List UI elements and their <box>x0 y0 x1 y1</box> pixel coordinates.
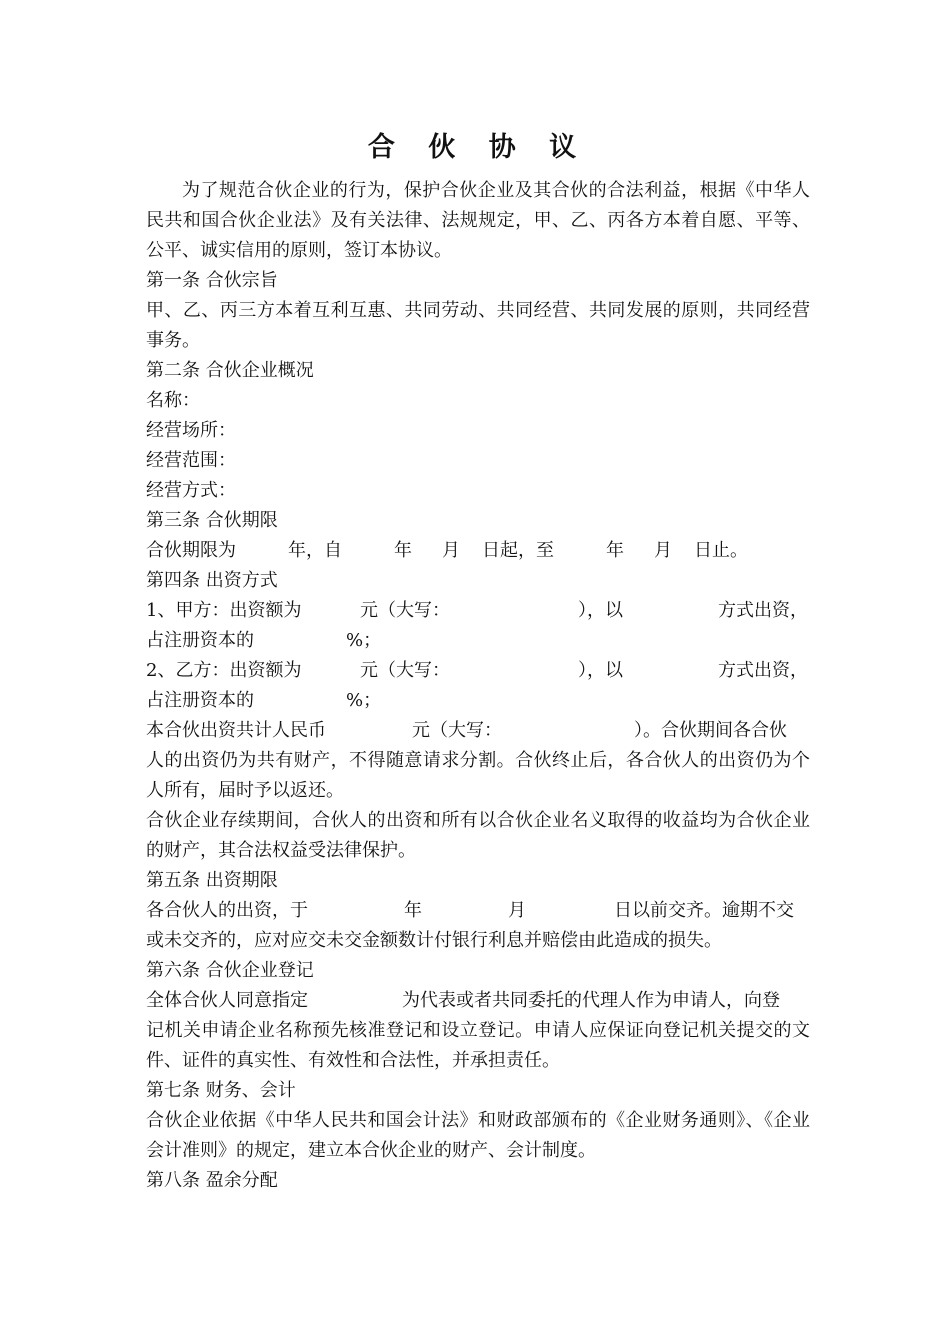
party-b-contribution <box>146 656 810 686</box>
article-5-heading: 第五条 出资期限 <box>146 870 278 891</box>
party-a-contribution <box>146 596 810 626</box>
article-4-heading: 第四条 出资方式 <box>146 570 278 591</box>
business-scope-field: 经营范围： <box>146 450 236 471</box>
deadline-month: 月 <box>508 900 526 921</box>
business-mode-field: 经营方式： <box>146 480 236 501</box>
term-text: 年，自 <box>288 540 342 561</box>
company-name-field: 名称： <box>146 390 200 411</box>
term-line <box>146 536 810 566</box>
term-text: 月 <box>654 540 672 561</box>
party-b-share <box>146 686 810 716</box>
deadline-rest: 或未交齐的，应对应交未交金额数计付银行利息并赔偿由此造成的损失。 <box>146 930 722 951</box>
deadline-line <box>146 896 810 926</box>
intro-paragraph: 为了规范合伙企业的行为，保护合伙企业及其合伙的合法利益，根据《中华人民共和国合伙企业法》及有关法律、法规规定，甲、乙、丙各方本着自愿、平等、公平、诚实信用的原则，签订本协议。 <box>146 180 810 261</box>
deadline-text: 各合伙人的出资，于 <box>146 900 308 921</box>
party-a-share <box>146 626 810 656</box>
total-amount-label: 元（大写： <box>412 720 502 741</box>
registration-text-2: 为代表或者共同委托的代理人作为申请人，向登 <box>402 990 780 1011</box>
contribution-method-suffix: 方式出资， <box>718 660 808 681</box>
total-label: 本合伙出资共计人民币 <box>146 720 326 741</box>
share-percent: %； <box>346 690 382 711</box>
term-text: 合伙期限为 <box>146 540 236 561</box>
share-label: 占注册资本的 <box>146 630 254 651</box>
article-4-paragraph-2: 合伙企业存续期间，合伙人的出资和所有以合伙企业名义取得的收益均为合伙企业的财产，其合法权益受法律保护。 <box>146 810 810 861</box>
article-3-heading: 第三条 合伙期限 <box>146 510 278 531</box>
article-7-heading: 第七条 财务、会计 <box>146 1080 296 1101</box>
contribution-label: 1、甲方：出资额为 <box>146 600 302 621</box>
term-text: 年 <box>606 540 624 561</box>
total-contribution-rest: 人的出资仍为共有财产，不得随意请求分割。合伙终止后，各合伙人的出资仍为个人所有，届时予以返还。 <box>146 750 810 801</box>
contribution-label: 2、乙方：出资额为 <box>146 660 302 681</box>
term-text: 年 <box>394 540 412 561</box>
contribution-amount-label: 元（大写： <box>360 660 450 681</box>
article-1-text: 甲、乙、丙三方本着互利互惠、共同劳动、共同经营、共同发展的原则，共同经营事务。 <box>146 300 810 351</box>
deadline-year: 年 <box>404 900 422 921</box>
contribution-method-label: ），以 <box>578 660 623 681</box>
business-place-field: 经营场所： <box>146 420 236 441</box>
article-6-heading: 第六条 合伙企业登记 <box>146 960 314 981</box>
contribution-amount-label: 元（大写： <box>360 600 450 621</box>
term-text: 日止。 <box>694 540 748 561</box>
article-1-heading: 第一条 合伙宗旨 <box>146 270 278 291</box>
registration-line <box>146 986 810 1016</box>
share-percent: %； <box>346 630 382 651</box>
total-contribution-line <box>146 716 810 746</box>
document-title: 合 伙 协 议 <box>367 132 589 163</box>
contribution-method-label: ），以 <box>578 600 623 621</box>
article-8-heading: 第八条 盈余分配 <box>146 1170 278 1191</box>
article-2-heading: 第二条 合伙企业概况 <box>146 360 314 381</box>
share-label: 占注册资本的 <box>146 690 254 711</box>
contribution-method-suffix: 方式出资， <box>718 600 808 621</box>
term-text: 日起，至 <box>482 540 554 561</box>
registration-text: 全体合伙人同意指定 <box>146 990 308 1011</box>
registration-rest: 记机关申请企业名称预先核准登记和设立登记。申请人应保证向登记机关提交的文件、证件的真实性、有效性和合法性，并承担责任。 <box>146 1020 810 1071</box>
deadline-suffix: 日以前交齐。逾期不交 <box>614 900 794 921</box>
document-page <box>146 128 810 1196</box>
term-text: 月 <box>442 540 460 561</box>
total-suffix: ）。合伙期间各合伙 <box>634 720 787 741</box>
article-7-text: 合伙企业依据《中华人民共和国会计法》和财政部颁布的《企业财务通则》、《企业会计准则》的规定，建立本合伙企业的财产、会计制度。 <box>146 1110 810 1161</box>
